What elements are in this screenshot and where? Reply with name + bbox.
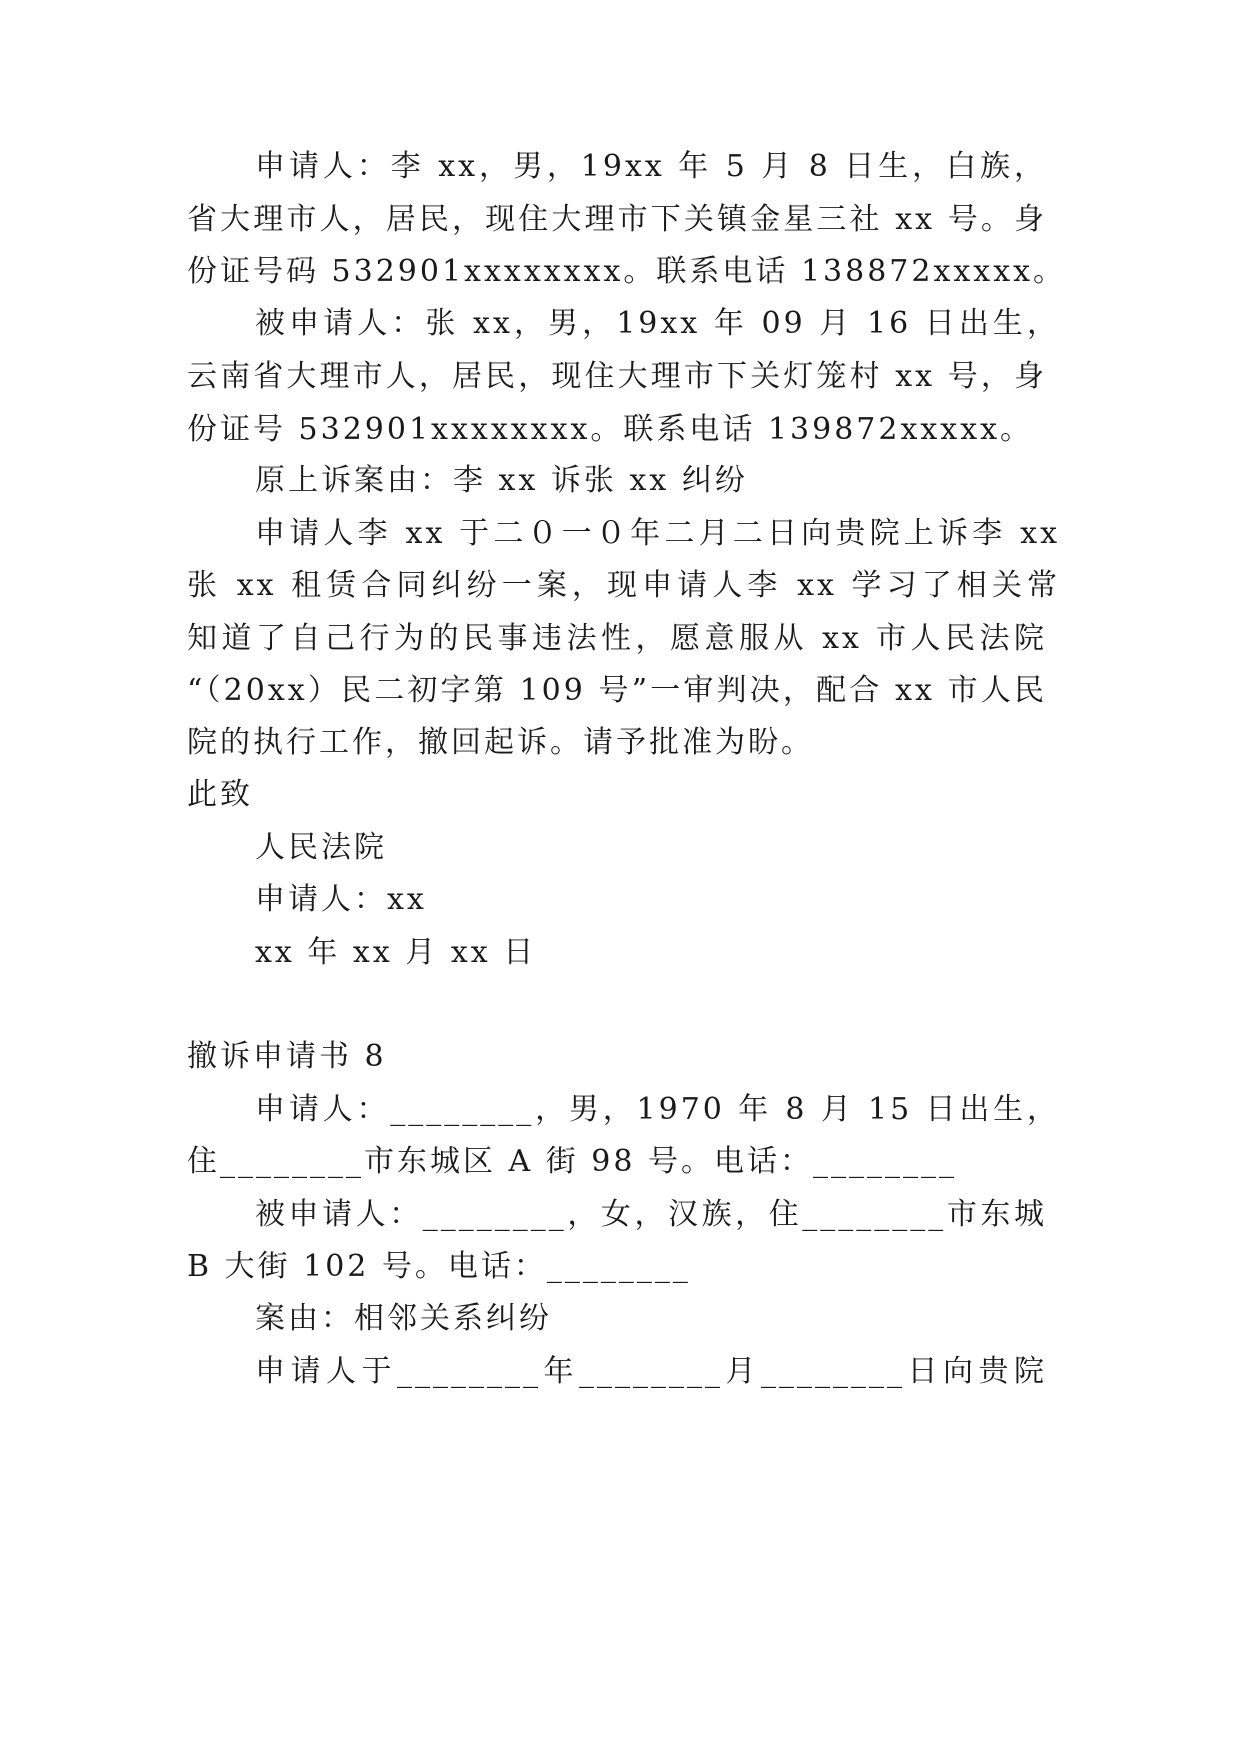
section-title: 撤诉申请书 8 <box>187 1039 387 1074</box>
body-line-5: 院的执行工作，撤回起诉。请予批准为盼。 <box>187 725 814 760</box>
applicant-line-2: 住________市东城区 A 街 98 号。电话：________ <box>187 1144 957 1179</box>
applicant-line-1: 申请人：________，男，1970 年 8 月 15 日出生， <box>255 1092 1060 1127</box>
body-line-3: 知道了自己行为的民事违法性，愿意服从 xx 市人民法院 <box>187 621 1047 656</box>
applicant-line-2: 省大理市人，居民，现住大理市下关镇金星三社 xx 号。身 <box>187 202 1047 237</box>
respondent-line-2: 云南省大理市人，居民，现住大理市下关灯笼村 xx 号，身 <box>187 359 1047 394</box>
body-line-4: “（20xx）民二初字第 109 号”一审判决，配合 xx 市人民 <box>187 673 1047 708</box>
respondent-line-1: 被申请人：张 xx，男，19xx 年 09 月 16 日出生， <box>255 306 1060 341</box>
body-line-1: 申请人于________年________月________日向贵院 <box>255 1354 1047 1389</box>
court-name: 人民法院 <box>255 830 387 865</box>
body-line-1: 申请人李 xx 于二０一０年二月二日向贵院上诉李 xx <box>255 516 1060 551</box>
respondent-line-3: 份证号 532901xxxxxxxx。联系电话 139872xxxxx。 <box>187 412 1034 447</box>
respondent-line-2: B 大街 102 号。电话：________ <box>187 1249 691 1284</box>
case-reason: 案由：相邻关系纠纷 <box>255 1301 552 1336</box>
date-line: xx 年 xx 月 xx 日 <box>255 935 537 970</box>
applicant-line-1: 申请人：李 xx，男，19xx 年 5 月 8 日生，白族， <box>255 149 1047 184</box>
closing-text: 此致 <box>187 777 253 812</box>
case-reason: 原上诉案由：李 xx 诉张 xx 纠纷 <box>255 463 748 498</box>
body-line-2: 张 xx 租赁合同纠纷一案，现申请人李 xx 学习了相关常 <box>187 568 1060 603</box>
applicant-line-3: 份证号码 532901xxxxxxxx。联系电话 138872xxxxx。 <box>187 254 1067 289</box>
signature-line: 申请人：xx <box>255 882 427 917</box>
respondent-line-1: 被申请人：________，女，汉族，住________市东城 <box>255 1197 1047 1232</box>
